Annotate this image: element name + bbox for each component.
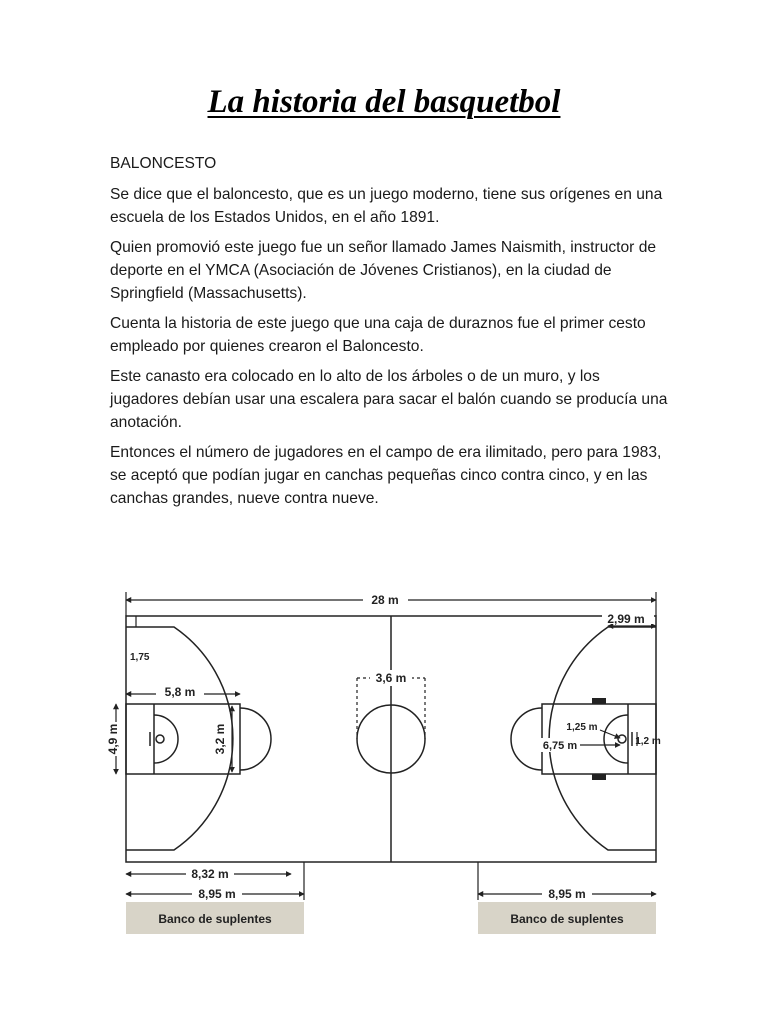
paragraph-peach-basket: Cuenta la historia de este juego que una caja de duraznos fue el primer cesto empleado por quienes crearon el Baloncesto. <box>110 315 646 355</box>
label-12: 1,2 m <box>635 736 661 747</box>
basketball-court-diagram <box>108 582 660 940</box>
label-28m: 28 m <box>371 593 399 607</box>
free-throw-circle-right <box>511 708 542 770</box>
label-32: 3,2 m <box>213 723 227 755</box>
hoop-right <box>618 735 626 743</box>
bench-label-left: Banco de suplentes <box>158 912 272 926</box>
restricted-arc-left <box>154 715 178 763</box>
paragraph-ladder: Este canasto era colocado en lo alto de los árboles o de un muro, y los jugadores debían usar una escalera para sacar el balón cuando se producía una anotación. <box>110 368 668 431</box>
document-body <box>110 152 670 517</box>
paragraph-players: Entonces el número de jugadores en el campo de era ilimitado, pero para 1983, se aceptó que podían jugar en canchas pequeñas cinco contra cinco, y en las canchas grandes, nueve contra nueve. <box>110 444 662 507</box>
lane-mark-bottom <box>592 774 606 780</box>
dim-line-125 <box>600 730 620 738</box>
restricted-arc-right <box>604 715 628 763</box>
label-299: 2,99 m <box>607 612 645 626</box>
label-58: 5,8 m <box>164 685 196 699</box>
free-throw-circle-left <box>240 708 271 770</box>
label-895-right: 8,95 m <box>548 887 586 901</box>
section-heading: BALONCESTO <box>110 155 217 172</box>
label-175: 1,75 <box>130 652 150 663</box>
label-895-left: 8,95 m <box>198 887 236 901</box>
bench-label-right: Banco de suplentes <box>510 912 624 926</box>
lane-mark-top <box>592 698 606 704</box>
paragraph-origins: Se dice que el baloncesto, que es un juego moderno, tiene sus orígenes en una escuela de los Estados Unidos, en el año 1891. <box>110 186 663 226</box>
court-svg <box>108 582 660 940</box>
label-675: 6,75 m <box>542 740 578 752</box>
page-title: La historia del basquetbol <box>207 84 561 120</box>
hoop-left <box>156 735 164 743</box>
label-36: 3,6 m <box>375 671 407 685</box>
label-49: 4,9 m <box>106 723 120 755</box>
paragraph-naismith: Quien promovió este juego fue un señor llamado James Naismith, instructor de deporte en el YMCA (Asociación de Jóvenes Cristianos), en la ciudad de Springfield (Massachusetts). <box>110 239 657 302</box>
label-832: 8,32 m <box>191 867 229 881</box>
label-125: 1,25 m <box>566 722 598 733</box>
